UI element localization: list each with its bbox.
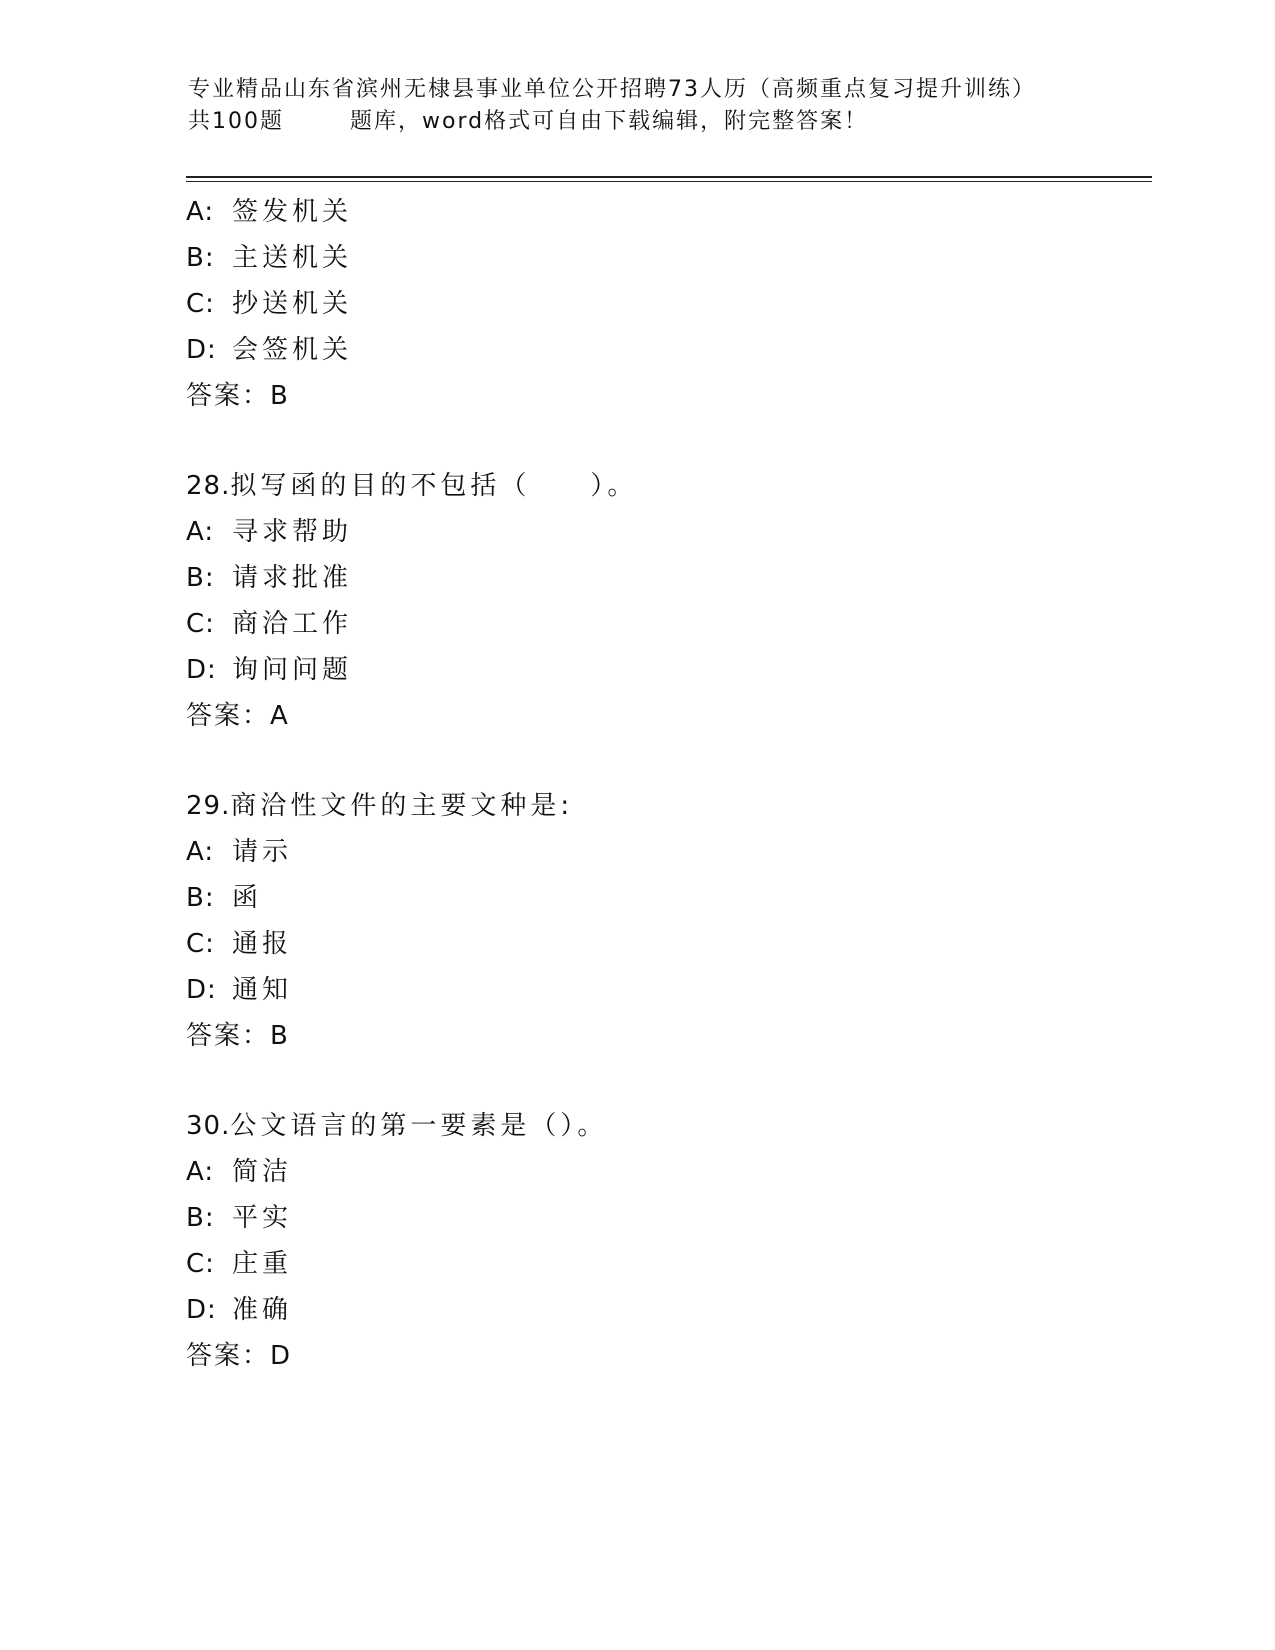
option-a: A: 请示 xyxy=(186,837,293,867)
answer-line: 答案：D xyxy=(186,1341,293,1371)
option-c: C: 庄重 xyxy=(186,1249,293,1279)
question-list xyxy=(186,189,1146,1379)
option-c: C: 商洽工作 xyxy=(186,609,353,639)
option-b: B: 主送机关 xyxy=(186,243,353,273)
option-c: C: 抄送机关 xyxy=(186,289,353,319)
question-stem: 28.拟写函的目的不包括（ ）。 xyxy=(186,471,638,501)
option-b: B: 请求批准 xyxy=(186,563,353,593)
question-block-28 xyxy=(186,463,1146,739)
question-stem: 30.公文语言的第一要素是（）。 xyxy=(186,1111,608,1141)
option-a: A: 寻求帮助 xyxy=(186,517,353,547)
answer-line: 答案：A xyxy=(186,701,290,731)
header-divider-thick xyxy=(186,176,1152,178)
option-b: B: 平实 xyxy=(186,1203,293,1233)
question-block-30 xyxy=(186,1103,1146,1379)
option-b: B: 函 xyxy=(186,883,263,913)
header-question-count: 共100题 xyxy=(188,109,284,134)
option-d: D: 通知 xyxy=(186,975,293,1005)
option-d: D: 会签机关 xyxy=(186,335,353,365)
option-a: A: 签发机关 xyxy=(186,197,353,227)
header-description: 题库，word格式可自由下载编辑，附完整答案！ xyxy=(350,109,869,134)
document-header xyxy=(188,74,1148,138)
question-block-29 xyxy=(186,783,1146,1059)
option-c: C: 通报 xyxy=(186,929,293,959)
answer-line: 答案：B xyxy=(186,381,290,411)
answer-line: 答案：B xyxy=(186,1021,290,1051)
header-line-1: 专业精品山东省滨州无棣县事业单位公开招聘73人历（高频重点复习提升训练） xyxy=(188,77,1036,102)
option-a: A: 简洁 xyxy=(186,1157,293,1187)
question-block-continued xyxy=(186,189,1146,419)
header-divider-thin xyxy=(186,181,1152,182)
option-d: D: 准确 xyxy=(186,1295,293,1325)
header-line-2 xyxy=(188,106,1148,138)
option-d: D: 询问问题 xyxy=(186,655,353,685)
question-stem: 29.商洽性文件的主要文种是: xyxy=(186,791,574,821)
